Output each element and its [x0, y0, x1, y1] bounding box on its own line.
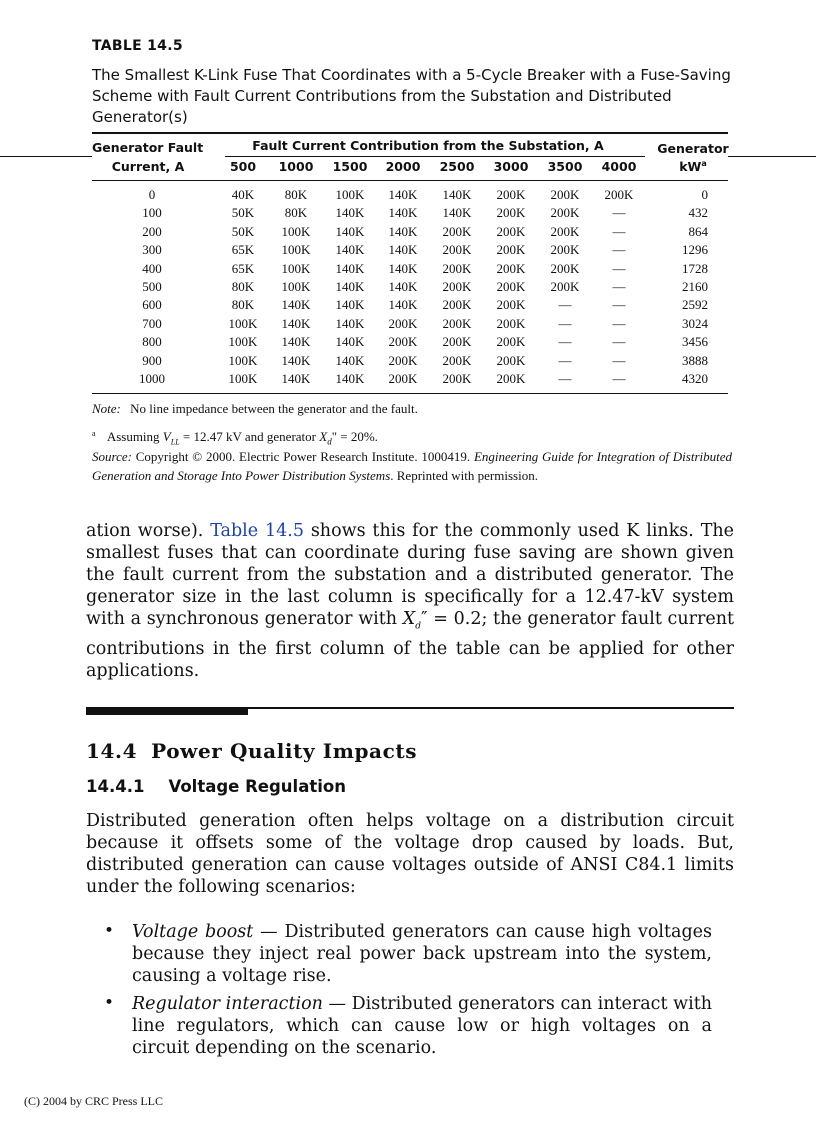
cell-fuse: —: [612, 260, 626, 276]
cell-generator-kw: 1296: [682, 242, 708, 258]
header-generator-line2: [679, 159, 707, 174]
cell-fault-current: 0: [148, 187, 156, 202]
cell-fuse: 80K: [284, 205, 308, 221]
cell-fuse: 140K: [442, 187, 472, 202]
cell-fuse: 100K: [228, 334, 258, 350]
table-caption: The Smallest K-Link Fuse That Coordinates with a 5-Cycle Breaker with a Fuse-Saving Scheme with Fault Current Contributions from the Substation and Distributed Generator(s): [92, 66, 731, 126]
cell-fuse: 200K: [496, 352, 526, 368]
cell-fuse: 140K: [335, 279, 365, 294]
table-top-rule: [92, 132, 728, 134]
cell-fuse: —: [558, 371, 572, 386]
cell-fault-current: 1000: [139, 371, 165, 386]
cell-fuse: 200K: [388, 334, 418, 350]
cell-fuse: 140K: [388, 205, 418, 221]
cell-fuse: 200K: [442, 334, 472, 350]
cell-fault-current: 900: [142, 352, 162, 368]
cell-fuse: —: [612, 371, 626, 386]
header-substation-group: Fault Current Contribution from the Substation, A: [252, 138, 604, 153]
header-substation-3000: 3000: [493, 159, 529, 174]
cell-fuse: 200K: [496, 279, 526, 294]
cell-fuse: 200K: [550, 223, 580, 239]
cell-fuse: 100K: [281, 279, 311, 294]
cell-fault-current: 700: [142, 315, 162, 331]
cell-fuse: 100K: [281, 223, 311, 239]
cell-fuse: 140K: [281, 315, 311, 331]
cell-fuse: 140K: [442, 205, 472, 221]
cell-fuse: 200K: [496, 315, 526, 331]
cell-fuse: 200K: [388, 315, 418, 331]
cell-fault-current: 600: [142, 297, 162, 313]
bullet-marker: •: [104, 993, 115, 1013]
cell-fuse: 200K: [496, 371, 526, 386]
subsection-title: Voltage Regulation: [168, 777, 346, 796]
bullet-term: Regulator interaction: [132, 994, 323, 1014]
table-label: TABLE 14.5: [92, 38, 183, 54]
table-bottom-rule: [92, 393, 728, 394]
cell-fuse: 140K: [388, 242, 418, 258]
bullet-marker: •: [104, 921, 115, 941]
cell-fuse: 200K: [442, 260, 472, 276]
cell-fuse: 80K: [231, 297, 255, 313]
cell-fuse: 200K: [442, 279, 472, 294]
cell-generator-kw: 3456: [682, 334, 708, 350]
cell-fuse: 100K: [228, 352, 258, 368]
cell-fuse: 200K: [496, 334, 526, 350]
bullet-dash: —: [322, 994, 352, 1014]
header-fault-line1: Generator Fault: [92, 140, 204, 155]
source-label: Source:: [92, 449, 132, 464]
cell-fuse: 200K: [496, 260, 526, 276]
cell-fuse: 200K: [442, 297, 472, 313]
header-group-rule: [225, 156, 645, 157]
cell-fuse: 80K: [284, 187, 308, 202]
source-title: Engineering Guide for Integration of Distributed Generation and Storage Into Power Distribution Systems: [92, 449, 733, 483]
cell-fault-current: 400: [142, 260, 162, 276]
cell-fuse: 140K: [335, 334, 365, 350]
header-substation-2000: 2000: [385, 159, 421, 174]
cell-fuse: 140K: [281, 334, 311, 350]
subsection-heading: [86, 777, 346, 796]
cell-generator-kw: 3888: [682, 352, 708, 368]
cell-fuse: 65K: [231, 242, 255, 258]
cell-fuse: 140K: [335, 223, 365, 239]
cell-fuse: —: [612, 352, 626, 368]
footnote-text: Assuming $V_{LL} = 12.47$ kV and generator $X_d$" = 20%.: [106, 429, 378, 447]
cell-fuse: 200K: [442, 315, 472, 331]
cell-fuse: 140K: [335, 297, 365, 313]
intro-lead: ation worse).: [86, 521, 211, 541]
table-source: [92, 447, 732, 485]
header-substation-500: 500: [229, 159, 257, 174]
fuse-table: [0, 0, 816, 400]
cell-fuse: 200K: [388, 371, 418, 386]
header-generator-line1: Generator: [657, 141, 729, 156]
cell-fuse: 200K: [496, 223, 526, 239]
table-note: [92, 399, 732, 418]
cell-fuse: 200K: [496, 297, 526, 313]
cell-fuse: 200K: [550, 260, 580, 276]
cell-fuse: 200K: [496, 242, 526, 258]
cell-generator-kw: 2160: [682, 279, 708, 294]
cell-fault-current: 100: [142, 205, 162, 221]
cell-fuse: 140K: [335, 260, 365, 276]
table-14-5-link[interactable]: Table 14.5: [210, 521, 304, 541]
note-label: Note:: [92, 401, 121, 416]
cell-fuse: 100K: [281, 260, 311, 276]
header-substation-1000: 1000: [278, 159, 314, 174]
section-divider-thick: [86, 708, 248, 715]
header-substation-3500: 3500: [547, 159, 583, 174]
cell-generator-kw: 3024: [682, 315, 708, 331]
cell-fuse: 100K: [281, 242, 311, 258]
cell-fuse: 200K: [550, 279, 580, 294]
cell-fault-current: 200: [142, 223, 162, 239]
header-substation-4000: 4000: [601, 159, 637, 174]
cell-generator-kw: 432: [688, 205, 708, 221]
cell-fuse: 200K: [496, 187, 526, 202]
cell-fuse: 200K: [442, 371, 472, 386]
cell-fuse: 140K: [281, 352, 311, 368]
cell-fuse: 200K: [388, 352, 418, 368]
cell-fuse: 140K: [281, 297, 311, 313]
cell-fuse: 200K: [550, 205, 580, 221]
bullet-term: Voltage boost: [132, 922, 254, 942]
cell-fuse: —: [612, 297, 626, 313]
cell-fuse: —: [612, 334, 626, 350]
bullet-dash: —: [253, 922, 285, 942]
section-title: Power Quality Impacts: [151, 739, 418, 763]
cell-fuse: —: [612, 315, 626, 331]
cell-fuse: 200K: [442, 242, 472, 258]
source-tail: . Reprinted with permission.: [390, 468, 538, 483]
cell-fuse: 140K: [281, 371, 311, 386]
source-text: Copyright © 2000. Electric Power Research Institute. 1000419.: [135, 449, 471, 464]
bullet-text: Distributed generators can interact with line regulators, which can cause low or high voltages on a circuit depending on the scenario.: [132, 994, 712, 1058]
cell-fuse: 140K: [335, 242, 365, 258]
cell-fuse: 140K: [335, 205, 365, 221]
list-item: [132, 993, 712, 1059]
cell-fuse: 50K: [231, 205, 255, 221]
footnote-mark: a: [92, 429, 96, 438]
cell-fuse: 140K: [388, 223, 418, 239]
cell-fuse: 140K: [335, 352, 365, 368]
cell-fuse: 200K: [550, 187, 580, 202]
list-item: [132, 921, 712, 987]
cell-fuse: 140K: [388, 187, 418, 202]
cell-fuse: —: [612, 279, 626, 294]
section-number: 14.4: [86, 739, 138, 763]
cell-fuse: 100K: [228, 371, 258, 386]
header-overhang-rule-right: [728, 156, 816, 157]
copyright-footer: (C) 2004 by CRC Press LLC: [24, 1094, 164, 1108]
cell-fuse: 140K: [388, 260, 418, 276]
cell-generator-kw: 864: [688, 223, 708, 239]
bullet-text: Distributed generators can cause high voltages because they inject real power back upstream into the system, causing a voltage rise.: [132, 922, 712, 986]
intro-paragraph: [86, 520, 734, 682]
cell-fuse: 80K: [231, 279, 255, 294]
cell-fuse: 140K: [335, 315, 365, 331]
cell-fuse: —: [612, 205, 626, 221]
section-heading: [86, 739, 417, 763]
cell-generator-kw: 0: [701, 187, 708, 202]
header-generator-sup: a: [701, 159, 707, 168]
cell-fuse: 100K: [228, 315, 258, 331]
cell-fuse: 200K: [604, 187, 634, 202]
cell-fuse: 200K: [550, 242, 580, 258]
cell-fuse: —: [558, 315, 572, 331]
cell-fuse: 140K: [388, 297, 418, 313]
cell-fuse: —: [558, 334, 572, 350]
header-generator-unit: kW: [679, 159, 702, 175]
cell-generator-kw: 1728: [682, 260, 708, 276]
cell-fault-current: 500: [142, 279, 162, 294]
subsection-number: 14.4.1: [86, 777, 145, 796]
cell-fuse: 200K: [442, 352, 472, 368]
header-fault-line2: Current, A: [111, 159, 185, 174]
voltage-regulation-paragraph: Distributed generation often helps voltage on a distribution circuit because it offsets some of the voltage drop caused by loads. But, distributed generation can cause voltages outside of ANSI C84.1 limits under the following scenarios:: [86, 811, 734, 897]
cell-fuse: —: [558, 352, 572, 368]
cell-fault-current: 300: [142, 242, 162, 258]
cell-fuse: 40K: [231, 187, 255, 202]
cell-generator-kw: 4320: [682, 371, 708, 386]
header-overhang-rule: [0, 156, 92, 157]
note-text: No line impedance between the generator and the fault.: [130, 401, 418, 416]
cell-fuse: —: [558, 297, 572, 313]
intro-rest: shows this for the commonly used K links. The smallest fuses that can coordinate during fuse saving are shown given the fault current from the substation and a distributed generator. The generator size in the last column is specifically for a 12.47-kV system with a synchronous generator with $X_d'' = 0.2$; the generator fault current contributions in the first column of the table can be applied for other applications.: [86, 521, 735, 681]
cell-fuse: —: [612, 223, 626, 239]
cell-fuse: —: [612, 242, 626, 258]
header-substation-2500: 2500: [439, 159, 475, 174]
cell-fault-current: 800: [142, 334, 162, 350]
cell-fuse: 200K: [442, 223, 472, 239]
cell-fuse: 65K: [231, 260, 255, 276]
cell-fuse: 140K: [335, 371, 365, 386]
cell-fuse: 200K: [496, 205, 526, 221]
cell-fuse: 50K: [231, 223, 255, 239]
header-bottom-rule: [92, 180, 728, 181]
cell-fuse: 140K: [388, 279, 418, 294]
cell-fuse: 100K: [335, 187, 365, 202]
cell-generator-kw: 2592: [682, 297, 708, 313]
header-substation-1500: 1500: [332, 159, 368, 174]
